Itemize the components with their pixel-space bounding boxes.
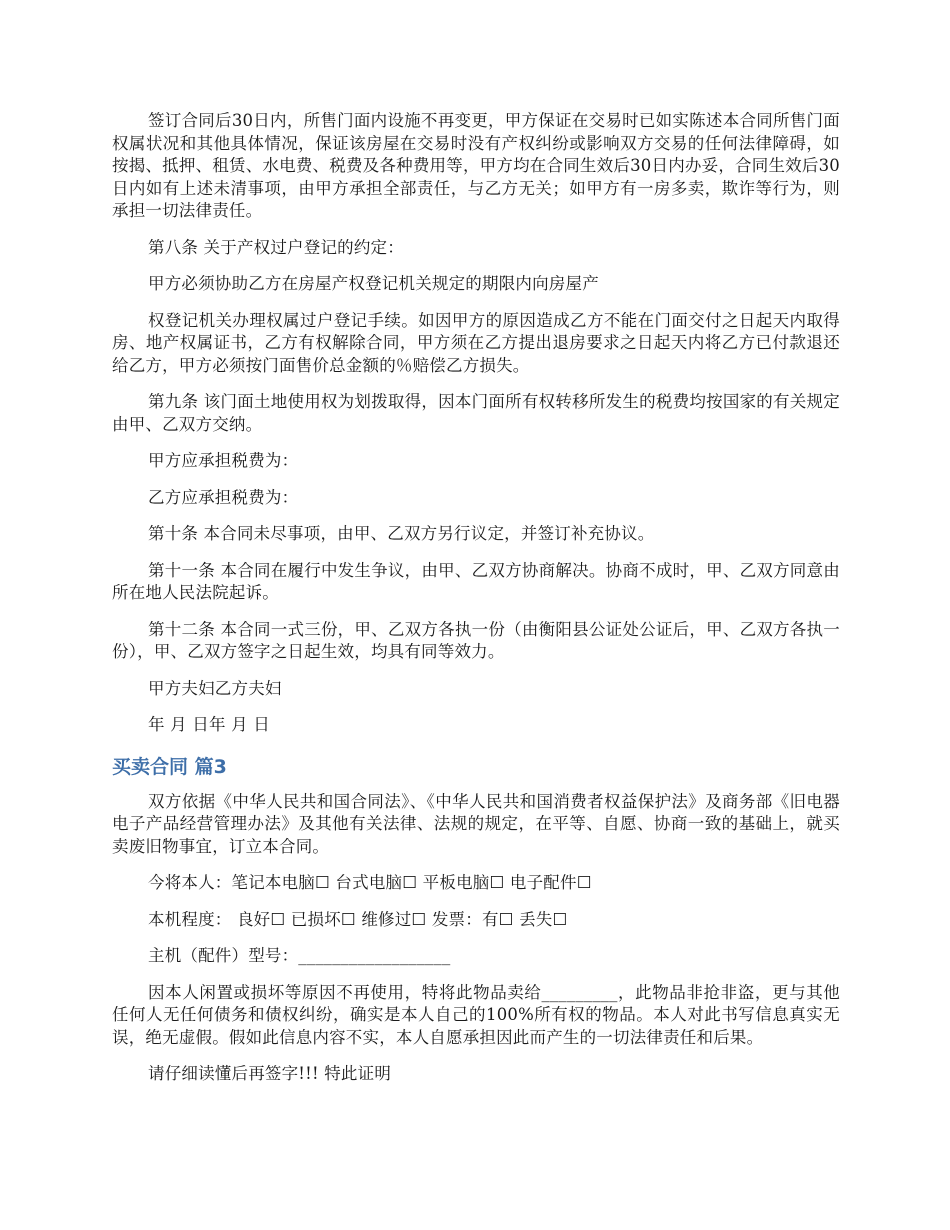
condition-line: 本机程度： 良好☐ 已损坏☐ 维修过☐ 发票：有☐ 丢失☐ xyxy=(148,909,568,929)
paragraph: 签订合同后30日内，所售门面内设施不再变更，甲方保证在交易时已如实陈述本合同所售门面权属状况和其他具体情况，保证该房屋在交易时没有产权纠纷或影响双方交易的任何法律障碍，如按揭、抵押、租赁、水电费、税费及各种费用等，甲方均在合同生效后30日内办妥，合同生效后30日内如有上述未清事项，由甲方承担全部责任，与乙方无关；如甲方有一房多卖，欺诈等行为，则承担一切法律责任。 xyxy=(112,111,840,220)
closing-note: 请仔细读懂后再签字!!! 特此证明 xyxy=(148,1064,392,1083)
signatures: 甲方夫妇乙方夫妇 xyxy=(148,678,282,698)
article-10: 第十条 本合同未尽事项，由甲、乙双方另行议定，并签订补充协议。 xyxy=(148,524,655,543)
model-line: 主机（配件）型号：__________________ xyxy=(148,946,451,965)
article-8-heading: 第八条 关于产权过户登记的约定： xyxy=(148,237,404,257)
contract-intro: 双方依据《中华人民共和国合同法》、《中华人民共和国消费者权益保护法》及商务部《旧电器电子产品经营管理办法》及其他有关法律、法规的规定，在平等、自愿、协商一致的基础上，就买卖废旧物事宜，订立本合同。 xyxy=(112,791,840,856)
party-b-tax: 乙方应承担税费为： xyxy=(148,487,299,507)
signature-dates: 年 月 日年 月 日 xyxy=(148,715,270,734)
document-page xyxy=(112,110,840,1100)
article-9: 第九条 该门面土地使用权为划拨取得，因本门面所有权转移所发生的税费均按国家的有关规定由甲、乙双方交纳。 xyxy=(112,392,840,434)
paragraph: 权登记机关办理权属过户登记手续。如因甲方的原因造成乙方不能在门面交付之日起天内取得房、地产权属证书，乙方有权解除合同，甲方须在乙方提出退房要求之日起天内将乙方已付款退还给乙方，甲方必须按门面售价总金额的％赔偿乙方损失。 xyxy=(112,310,840,375)
party-a-tax: 甲方应承担税费为： xyxy=(148,451,299,470)
item-type-line: 今将本人：笔记本电脑☐ 台式电脑☐ 平板电脑☐ 电子配件☐ xyxy=(148,873,592,892)
declaration: 因本人闲置或损坏等原因不再使用，特将此物品卖给_________，此物品非抢非盗，更与其他任何人无任何债务和债权纠纷，确实是本人自己的100%所有权的物品。本人对此书写信息真实无误，绝无虚假。假如此信息内容不实，本人自愿承担因此而产生的一切法律责任和后果。 xyxy=(112,982,840,1047)
article-11: 第十一条 本合同在履行中发生争议，由甲、乙双方协商解决。协商不成时，甲、乙双方同意由所在地人民法院起诉。 xyxy=(112,560,840,602)
section-title: 买卖合同 篇3 xyxy=(112,755,227,778)
paragraph: 甲方必须协助乙方在房屋产权登记机关规定的期限内向房屋产 xyxy=(148,274,599,293)
article-12: 第十二条 本合同一式三份，甲、乙双方各执一份（由衡阳县公证处公证后，甲、乙双方各执一份），甲、乙双方签字之日起生效，均具有同等效力。 xyxy=(112,619,840,661)
